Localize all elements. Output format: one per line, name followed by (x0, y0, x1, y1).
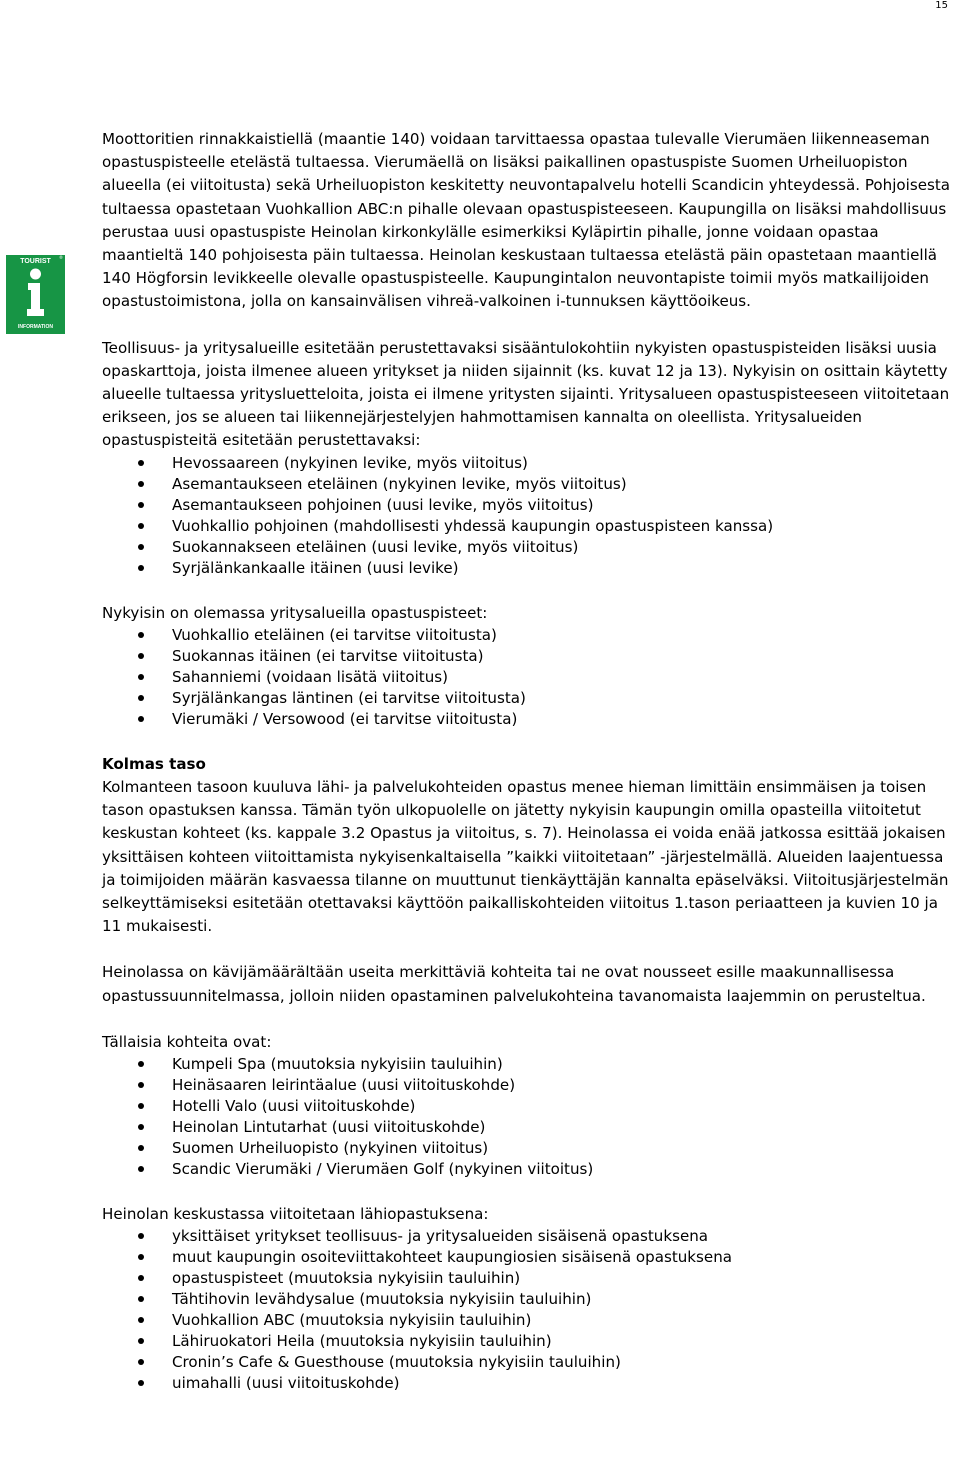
list-item: Vuohkallion ABC (muutoksia nykyisiin tauluihin) (102, 1310, 954, 1331)
paragraph-spacer (102, 314, 954, 337)
list-item: Vuohkallio pohjoinen (mahdollisesti yhdessä kaupungin opastuspisteen kanssa) (102, 516, 954, 537)
list-item: yksittäiset yritykset teollisuus- ja yritysalueiden sisäisenä opastuksena (102, 1226, 954, 1247)
list-item: opastuspisteet (muutoksia nykyisiin tauluihin) (102, 1268, 954, 1289)
list-item: Cronin’s Cafe & Guesthouse (muutoksia nykyisiin tauluihin) (102, 1352, 954, 1373)
info-i-icon (23, 268, 48, 317)
paragraph-spacer (102, 938, 954, 961)
list-item: Asemantaukseen pohjoinen (uusi levike, myös viitoitus) (102, 495, 954, 516)
center-paragraph: Heinolan keskustassa viitoitetaan lähiopastuksena: (102, 1205, 489, 1224)
intro-paragraph: Moottoritien rinnakkaistiellä (maantie 140) voidaan tarvittaessa opastaa tulevalle Vierumäen liikenneaseman opastuspisteelle etelästä tultaessa. Vierumäellä on lisäksi paikallinen opastuspiste Suomen Urheiluopiston alueella (ei viitoitusta) sekä Urheiluopiston keskitetty neuvontapalvelu hotelli Scandicin yhteydessä. Pohjoisesta tultaessa opastetaan Vuohkallion ABC:n pihalle olevaan opastuspisteeseen. Kaupungilla on lisäksi mahdollisuus perustaa uusi opastuspiste Heinolan kirkonkylälle esimerkiksi Kyläpirtin pihalle, jonne voidaan opastaa maantieltä 140 pohjoisesta päin tultaessa. Heinolan keskustaan tultaessa etelästä päin opastetaan maantiellä 140 Högforsin levikkeelle olevalle opastuspisteelle. Kaupungintalon neuvontapiste toimii myös matkailijoiden opastustoimistona, jolla on kansainvälisen vihreä-valkoinen i-tunnuksen käyttöoikeus. (102, 130, 951, 311)
such-targets-paragraph: Tällaisia kohteita ovat: (102, 1032, 272, 1051)
list-item: Lähiruokatori Heila (muutoksia nykyisiin tauluihin) (102, 1331, 954, 1352)
list-item: uimahalli (uusi viitoituskohde) (102, 1373, 954, 1394)
existing-paragraph: Nykyisin on olemassa yritysalueilla opastuspisteet: (102, 603, 488, 622)
list-item: Suokannas itäinen (ei tarvitse viitoitusta) (102, 646, 954, 667)
paragraph-spacer (102, 1008, 954, 1031)
logo-bottom-label: INFORMATION (18, 324, 53, 330)
paragraph-spacer (102, 1180, 954, 1203)
industrial-paragraph: Teollisuus- ja yritysalueille esitetään perustettavaksi sisääntulokohtiin nykyisten opastuspisteiden lisäksi uusia opaskarttoja, joista ilmenee alueen yritykset ja niiden sijainnit (ks. kuvat 12 ja 13). Nykyisin on osittain käytetty alueelle tultaessa yritysluetteloita, joista ei ilmene yritysten sijainti. Yritysalueen opastuspisteeseen viitoitetaan erikseen, jos se alueen tai liikennejärjestelyjen hahmottamisen kannalta on oleellista. Yritysalueiden opastuspisteitä esitetään perustettavaksi: (102, 338, 950, 450)
list-item: Syrjälänkankaalle itäinen (uusi levike) (102, 558, 954, 579)
existing-list (102, 625, 954, 730)
center-list (102, 1226, 954, 1394)
tourist-information-logo (6, 255, 65, 334)
list-item: Vuohkallio eteläinen (ei tarvitse viitoitusta) (102, 625, 954, 646)
list-item: Tähtihovin levähdysalue (muutoksia nykyisiin tauluihin) (102, 1289, 954, 1310)
list-item: Syrjälänkangas läntinen (ei tarvitse viitoitusta) (102, 688, 954, 709)
list-item: Scandic Vierumäki / Vierumäen Golf (nykyinen viitoitus) (102, 1159, 954, 1180)
document-body (102, 128, 954, 1394)
list-item: Vierumäki / Versowood (ei tarvitse viitoitusta) (102, 709, 954, 730)
registered-mark: ® (59, 255, 63, 260)
section-title: Kolmas taso (102, 754, 206, 773)
logo-top-label: TOURIST (20, 258, 51, 265)
paragraph-spacer (102, 579, 954, 602)
industrial-list (102, 453, 954, 579)
list-item: Heinäsaaren leirintäalue (uusi viitoituskohde) (102, 1075, 954, 1096)
list-item: Suokannakseen eteläinen (uusi levike, myös viitoitus) (102, 537, 954, 558)
third-level-paragraph: Kolmanteen tasoon kuuluva lähi- ja palvelukohteiden opastus menee hieman limittäin ensimmäisen ja toisen tason opastuksen kanssa. Tämän työn ulkopuolelle on jätetty nykyisin kaupungin omilla opasteilla viitoitetut keskustan kohteet (ks. kappale 3.2 Opastus ja viitoitus, s. 7). Heinolassa ei voida enää jatkossa esittää jokaisen yksittäisen kohteen viitoittamista nykyisenkaltaisella ”kaikki viitoitetaan” -järjestelmällä. Alueiden laajentuessa ja toimijoiden määrän kasvaessa tilanne on muuttunut tienkäyttäjän kannalta epäselväksi. Viitoitusjärjestelmän selkeyttämiseksi esitetään otettavaksi käyttöön paikalliskohteiden viitoitus 1.tason periaatteen ja kuvien 10 ja 11 mukaisesti. (102, 778, 949, 936)
heinola-targets-paragraph: Heinolassa on kävijämäärältään useita merkittäviä kohteita tai ne ovat nousseet esille maakunnallisessa opastussuunnitelmassa, jolloin niiden opastaminen palvelukohteina tavanomaista laajemmin on perusteltua. (102, 963, 926, 1005)
list-item: muut kaupungin osoiteviittakohteet kaupungiosien sisäisenä opastuksena (102, 1247, 954, 1268)
paragraph-spacer (102, 730, 954, 753)
list-item: Sahanniemi (voidaan lisätä viitoitus) (102, 667, 954, 688)
list-item: Kumpeli Spa (muutoksia nykyisiin tauluihin) (102, 1054, 954, 1075)
list-item: Asemantaukseen eteläinen (nykyinen levike, myös viitoitus) (102, 474, 954, 495)
list-item: Hevossaareen (nykyinen levike, myös viitoitus) (102, 453, 954, 474)
list-item: Heinolan Lintutarhat (uusi viitoituskohde) (102, 1117, 954, 1138)
such-targets-list (102, 1054, 954, 1180)
list-item: Hotelli Valo (uusi viitoituskohde) (102, 1096, 954, 1117)
page-number: 15 (935, 0, 948, 11)
list-item: Suomen Urheiluopisto (nykyinen viitoitus) (102, 1138, 954, 1159)
